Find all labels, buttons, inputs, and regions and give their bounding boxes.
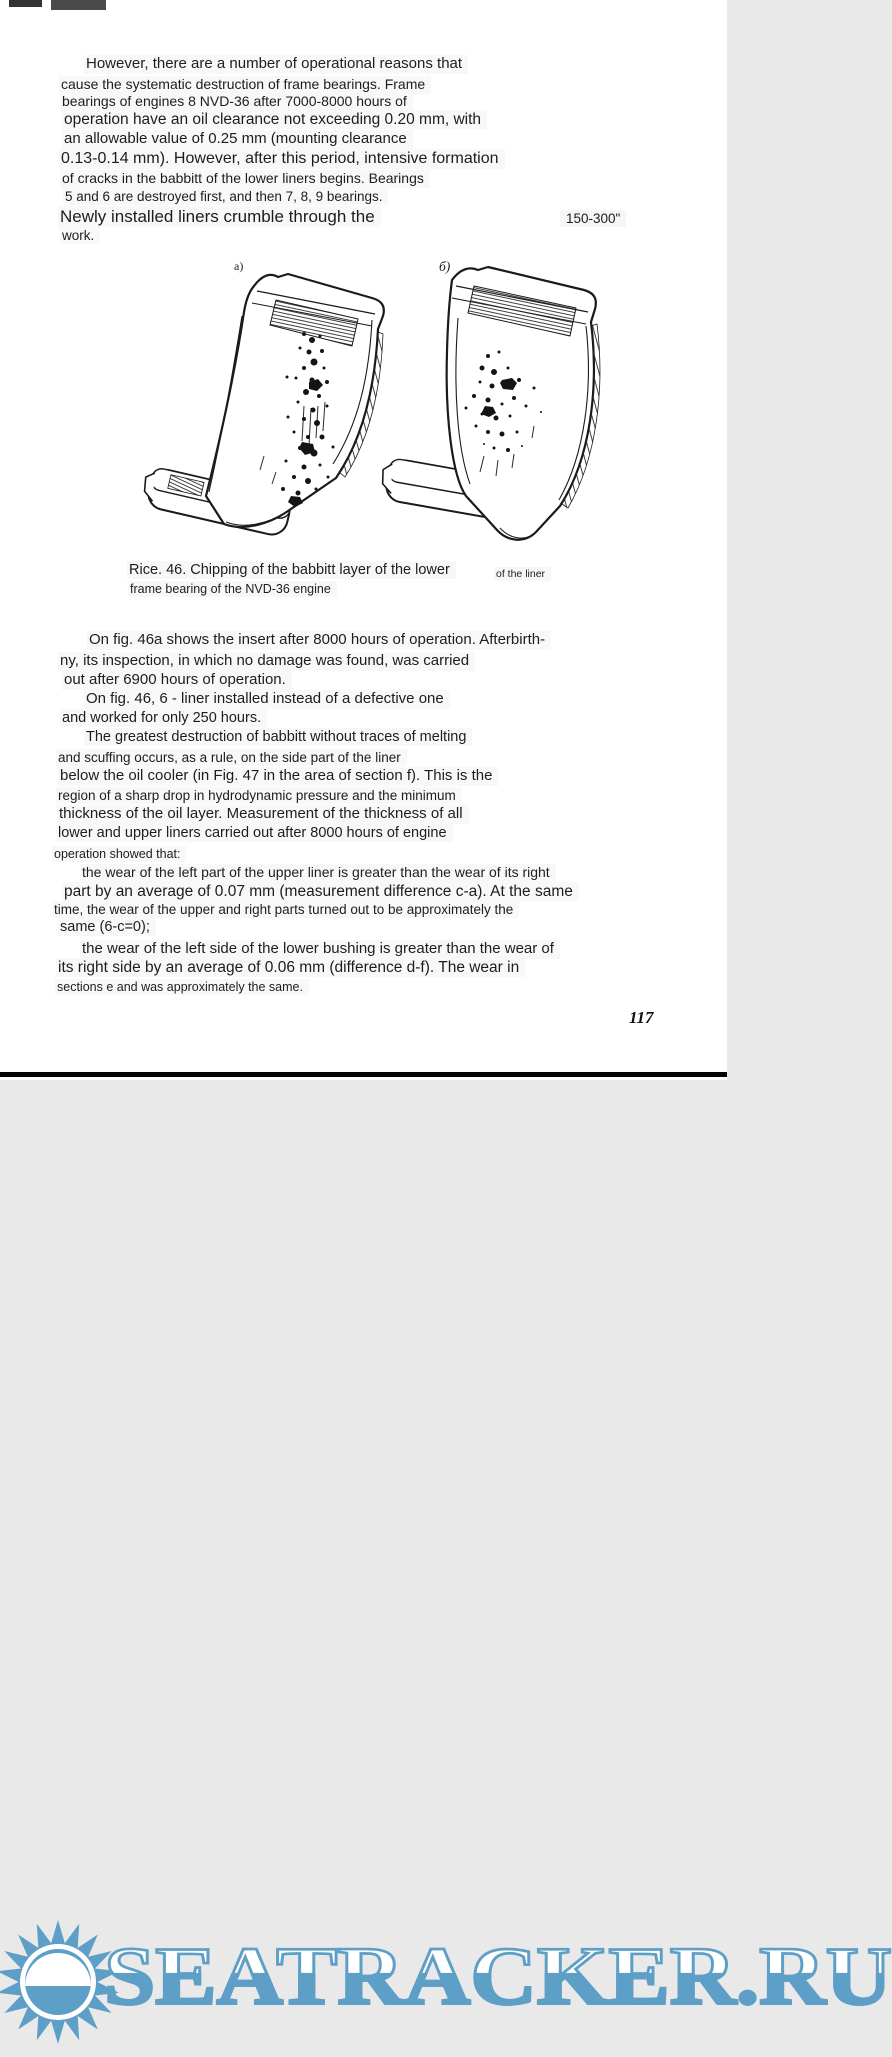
text-line: thickness of the oil layer. Measurement of the thickness of all [57, 805, 469, 824]
figure-caption-sub: frame bearing of the NVD-36 engine [128, 581, 337, 597]
text-line: On fig. 46, 6 - liner installed instead of a defective one [84, 690, 450, 709]
text-line: and scuffing occurs, as a rule, on the side part of the liner [56, 749, 407, 766]
text-line: 0.13-0.14 mm). However, after this period, intensive formation [59, 149, 505, 169]
text-line: the wear of the left part of the upper liner is greater than the wear of its right [80, 864, 556, 882]
figure-label-b: б) [439, 259, 451, 274]
figure-caption-side: of the liner [494, 567, 551, 581]
liner-b-drawing [378, 267, 600, 540]
scan-artifact [51, 0, 106, 10]
text-line: cause the systematic destruction of frame bearings. Frame [59, 76, 431, 94]
text-line: Newly installed liners crumble through the [58, 206, 381, 227]
text-line: operation showed that: [52, 846, 186, 862]
text-line: lower and upper liners carried out after 8000 hours of engine [56, 824, 453, 842]
watermark-text: SEATRACKER.RU [104, 1929, 892, 2022]
text-line: The greatest destruction of babbitt without traces of melting [84, 728, 472, 746]
text-line: region of a sharp drop in hydrodynamic pressure and the minimum [56, 787, 462, 804]
text-line: below the oil cooler (in Fig. 47 in the area of section f). This is the [58, 767, 498, 786]
bearing-liner-illustration [136, 256, 622, 552]
text-line: work. [60, 227, 100, 244]
text-line: its right side by an average of 0.06 mm (difference d-f). The wear in [56, 958, 525, 977]
scan-artifact [9, 0, 42, 7]
text-line: out after 6900 hours of operation. [62, 671, 292, 690]
text-line: ny, its inspection, in which no damage was found, was carried [58, 652, 475, 671]
duration-note: 150-300" [560, 210, 626, 227]
text-line: and worked for only 250 hours. [60, 709, 267, 727]
figure-label-a: a) [234, 259, 244, 273]
bottom-rule [0, 1072, 727, 1077]
text-line: 5 and 6 are destroyed first, and then 7, 8, 9 bearings. [63, 188, 388, 205]
text-line: same (6-c=0); [58, 918, 156, 936]
text-line: the wear of the left side of the lower bushing is greater than the wear of [80, 940, 560, 959]
text-line: operation have an oil clearance not exceeding 0.20 mm, with [62, 110, 487, 129]
text-line: bearings of engines 8 NVD-36 after 7000-8000 hours of [60, 93, 413, 111]
text-line: sections e and was approximately the same. [55, 979, 309, 995]
text-line: part by an average of 0.07 mm (measurement difference c-a). At the same [62, 882, 579, 901]
text-line: time, the wear of the upper and right parts turned out to be approximately the [52, 901, 519, 918]
figure-caption: Rice. 46. Chipping of the babbitt layer of the lower [127, 561, 456, 579]
text-line: However, there are a number of operational reasons that [84, 55, 468, 74]
liner-a-drawing [139, 274, 383, 538]
text-line: On fig. 46a shows the insert after 8000 hours of operation. Afterbirth- [87, 631, 551, 650]
text-line: an allowable value of 0.25 mm (mounting clearance [62, 130, 413, 149]
page-number: 117 [629, 1008, 654, 1027]
text-line: of cracks in the babbitt of the lower liners begins. Bearings [60, 170, 430, 188]
